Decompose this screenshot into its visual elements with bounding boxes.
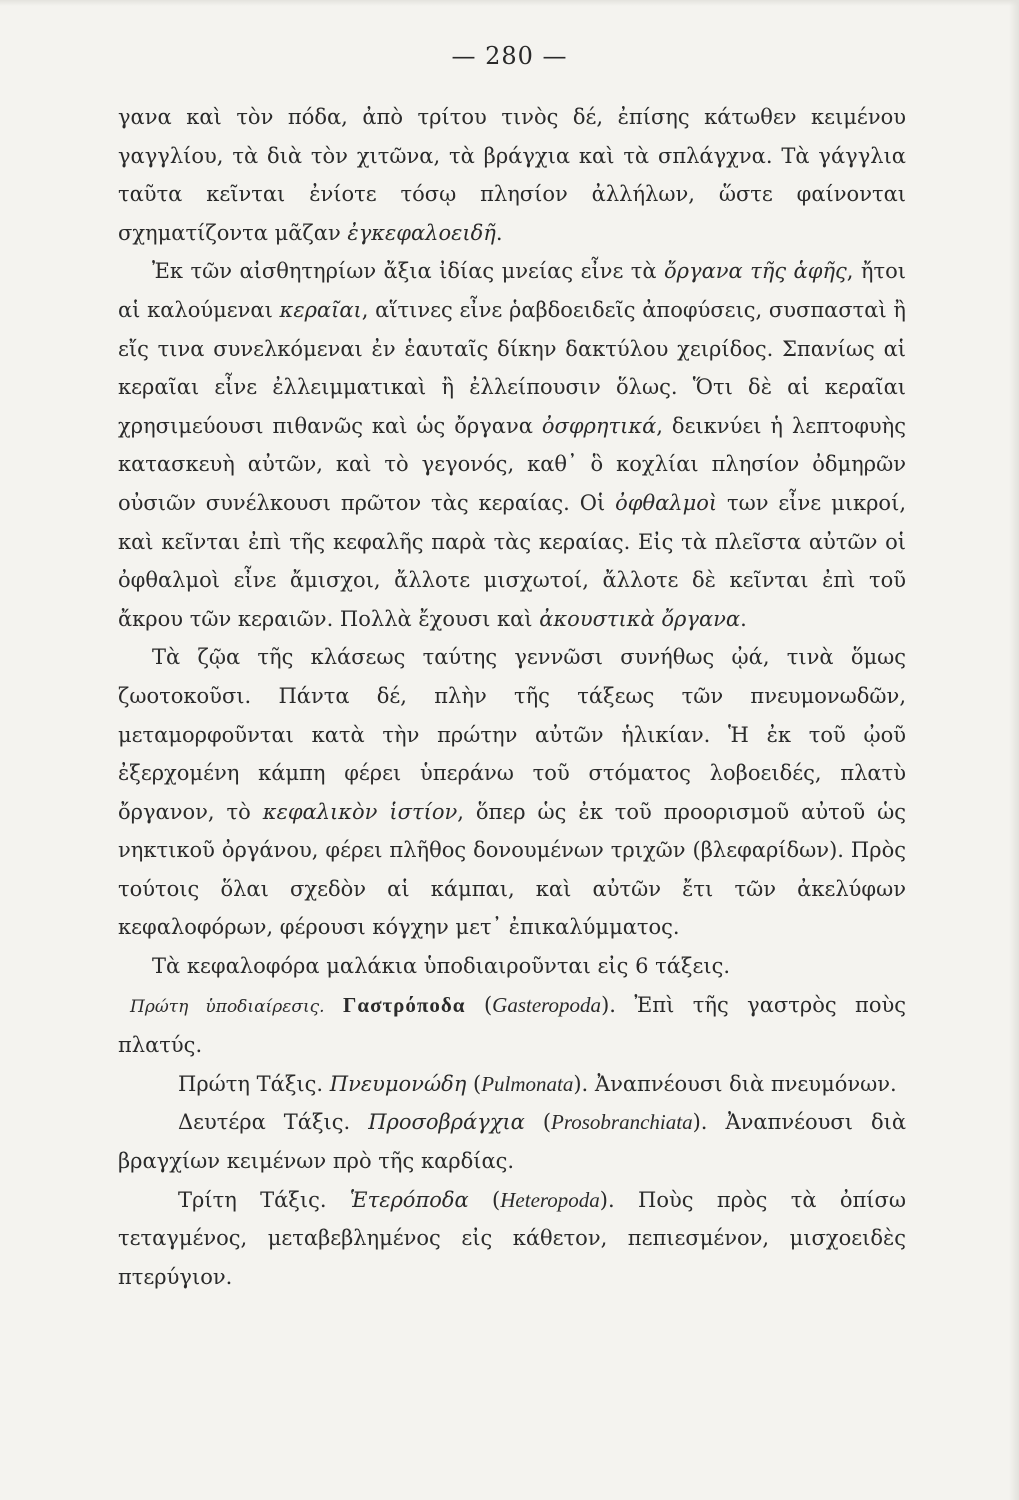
order-latin: Prosobranchiata (551, 1110, 693, 1135)
order-name: Πνευμονώδη (329, 1071, 467, 1096)
order-label: Τρίτη Τάξις. (178, 1187, 327, 1212)
order-label: Πρώτη Τάξις. (178, 1071, 324, 1096)
paragraph-reproduction: Τὰ ζῷα τῆς κλάσεως ταύτης γεννῶσι συνήθως ᾠά, τινὰ ὅμως ζωοτοκοῦσι. Πάντα δέ, πλὴν τῆς τάξεως τῶν πνευμονωδῶν, μεταμορφοῦνται κατὰ τὴν πρώτην αὐτῶν ἡλικίαν. Ἡ ἐκ τοῦ ᾠοῦ ἐξερχομένη κάμπη φέρει ὑπεράνω τοῦ στόματος λοβοειδές, πλατὺ ὄργανον, τὸ κεφαλικὸν ἱστίον, ὅπερ ὡς ἐκ τοῦ προορισμοῦ αὐτοῦ ὡς νηκτικοῦ ὀργάνου, φέρει πλῆθος δονουμένων τριχῶν (βλεφαρίδων). Πρὸς τούτοις ὅλαι σχεδὸν αἱ κάμπαι, καὶ αὐτῶν ἔτι τῶν ἀκελύφων κεφαλοφόρων, φέρουσι κόγχην μετ᾽ ἐπικαλύμματος. (118, 645, 907, 940)
emphasis-term: κεραῖαι (279, 297, 362, 322)
emphasis-term: κεφαλικὸν ἱστίον (262, 799, 458, 824)
page-number: — 280 — (451, 42, 568, 70)
emphasis-term: ὀφθαλμοὶ (615, 490, 718, 515)
subdivision-latin: Gasteropoda (492, 992, 602, 1017)
order-entry: Δευτέρα Τάξις. Προσοβράγχια (Prosobranchiata). Ἀναπνέουσι διὰ βραγχίων κειμένων πρὸ τῆς καρδίας. (118, 1110, 907, 1174)
order-name: Προσοβράγχια (368, 1110, 525, 1135)
page-top-shadow (0, 0, 1019, 6)
paragraph-ganglia: γανα καὶ τὸν πόδα, ἀπὸ τρίτου τινὸς δέ, ἐπίσης κάτωθεν κειμένου γαγγλίου, τὰ διὰ τὸν χιτῶνα, τὰ βράγχια καὶ τὰ σπλάγχνα. Τὰ γάγγλια ταῦτα κεῖνται ἐνίοτε τόσῳ πλησίον ἀλλήλων, ὥστε φαίνονται σχηματίζοντα μᾶζαν ἐγκεφαλοειδῆ. (118, 105, 906, 245)
order-entry: Πρώτη Τάξις. Πνευμονώδη (Pulmonata). Ἀναπνέουσι διὰ πνευμόνων. (178, 1071, 897, 1096)
order-latin: Heteropoda (500, 1187, 600, 1212)
subdivision-name: Γαστρόποδα (342, 992, 466, 1017)
order-name: Ἑτερόποδα (349, 1187, 469, 1212)
paragraph-sense-organs: Ἐκ τῶν αἰσθητηρίων ἄξια ἰδίας μνείας εἶνε τὰ ὄργανα τῆς ἁφῆς, ἤτοι αἱ καλούμεναι κεραῖαι, αἵτινες εἶνε ῥαβδοειδεῖς ἀποφύσεις, συσπασταὶ ἢ εἴς τινα συνελκόμεναι ἐν ἑαυταῖς δίκην δακτύλου χειρίδος. Σπανίως αἱ κεραῖαι εἶνε ἐλλειμματικαὶ ἢ ἐλλείπουσιν ὅλως. Ὅτι δὲ αἱ κεραῖαι χρησιμεύουσι πιθανῶς καὶ ὡς ὄργανα ὀσφρητικά, δεικνύει ἡ λεπτοφυὴς κατασκευὴ αὐτῶν, καὶ τὸ γεγονός, καθ᾽ ὃ κοχλίαι πλησίον ὀδμηρῶν οὐσιῶν συνέλκουσι πρῶτον τὰς κεραίας. Οἱ ὀφθαλμοὶ των εἶνε μικροί, καὶ κεῖνται ἐπὶ τῆς κεφαλῆς παρὰ τὰς κεραίας. Εἰς τὰ πλεῖστα αὐτῶν οἱ ὀφθαλμοὶ εἶνε ἄμισχοι, ἄλλοτε μισχωτοί, ἄλλοτε δὲ κεῖνται ἐπὶ τοῦ ἄκρου τῶν κεραιῶν. Πολλὰ ἔχουσι καὶ ἀκουστικὰ ὄργανα. (118, 259, 907, 631)
order-desc: Ἀναπνέουσι διὰ βραγχίων κειμένων πρὸ τῆς καρδίας. (118, 1110, 907, 1174)
order-latin: Pulmonata (481, 1071, 574, 1096)
order-desc: Ἀναπνέουσι διὰ πνευμόνων. (594, 1071, 897, 1096)
paragraph-classes-intro: Τὰ κεφαλοφόρα μαλάκια ὑποδιαιροῦνται εἰς 6 τάξεις. (152, 954, 731, 979)
subdivision-desc: Ἐπὶ τῆς γαστρὸς ποὺς πλατύς. (118, 992, 907, 1058)
order-label: Δευτέρα Τάξις. (178, 1110, 351, 1135)
subdivision-label: Πρώτη ὑποδιαίρεσις. (130, 996, 325, 1017)
body-text (118, 98, 906, 1296)
emphasis-term: ἐγκεφαλοειδῆ (347, 220, 496, 245)
subdivision-entry: Πρώτη ὑποδιαίρεσις. Γαστρόποδα (Gasteropoda). Ἐπὶ τῆς γαστρὸς ποὺς πλατύς. (118, 992, 907, 1058)
page-edge-shadow (1009, 0, 1019, 1500)
order-desc: Ποὺς πρὸς τὰ ὀπίσω τεταγμένος, μεταβεβλημένος εἰς κάθετον, πεπιεσμένον, μισχοειδὲς πτερύγιον. (118, 1187, 907, 1289)
order-entry: Τρίτη Τάξις. Ἑτερόποδα (Heteropoda). Ποὺς πρὸς τὰ ὀπίσω τεταγμένος, μεταβεβλημένος εἰς κάθετον, πεπιεσμένον, μισχοειδὲς πτερύγιον. (118, 1187, 907, 1289)
emphasis-term: ὄργανα τῆς ἁφῆς (664, 259, 847, 284)
emphasis-term: ὀσφρητικά (541, 413, 657, 438)
emphasis-term: ἀκουστικὰ ὄργανα (539, 606, 741, 631)
